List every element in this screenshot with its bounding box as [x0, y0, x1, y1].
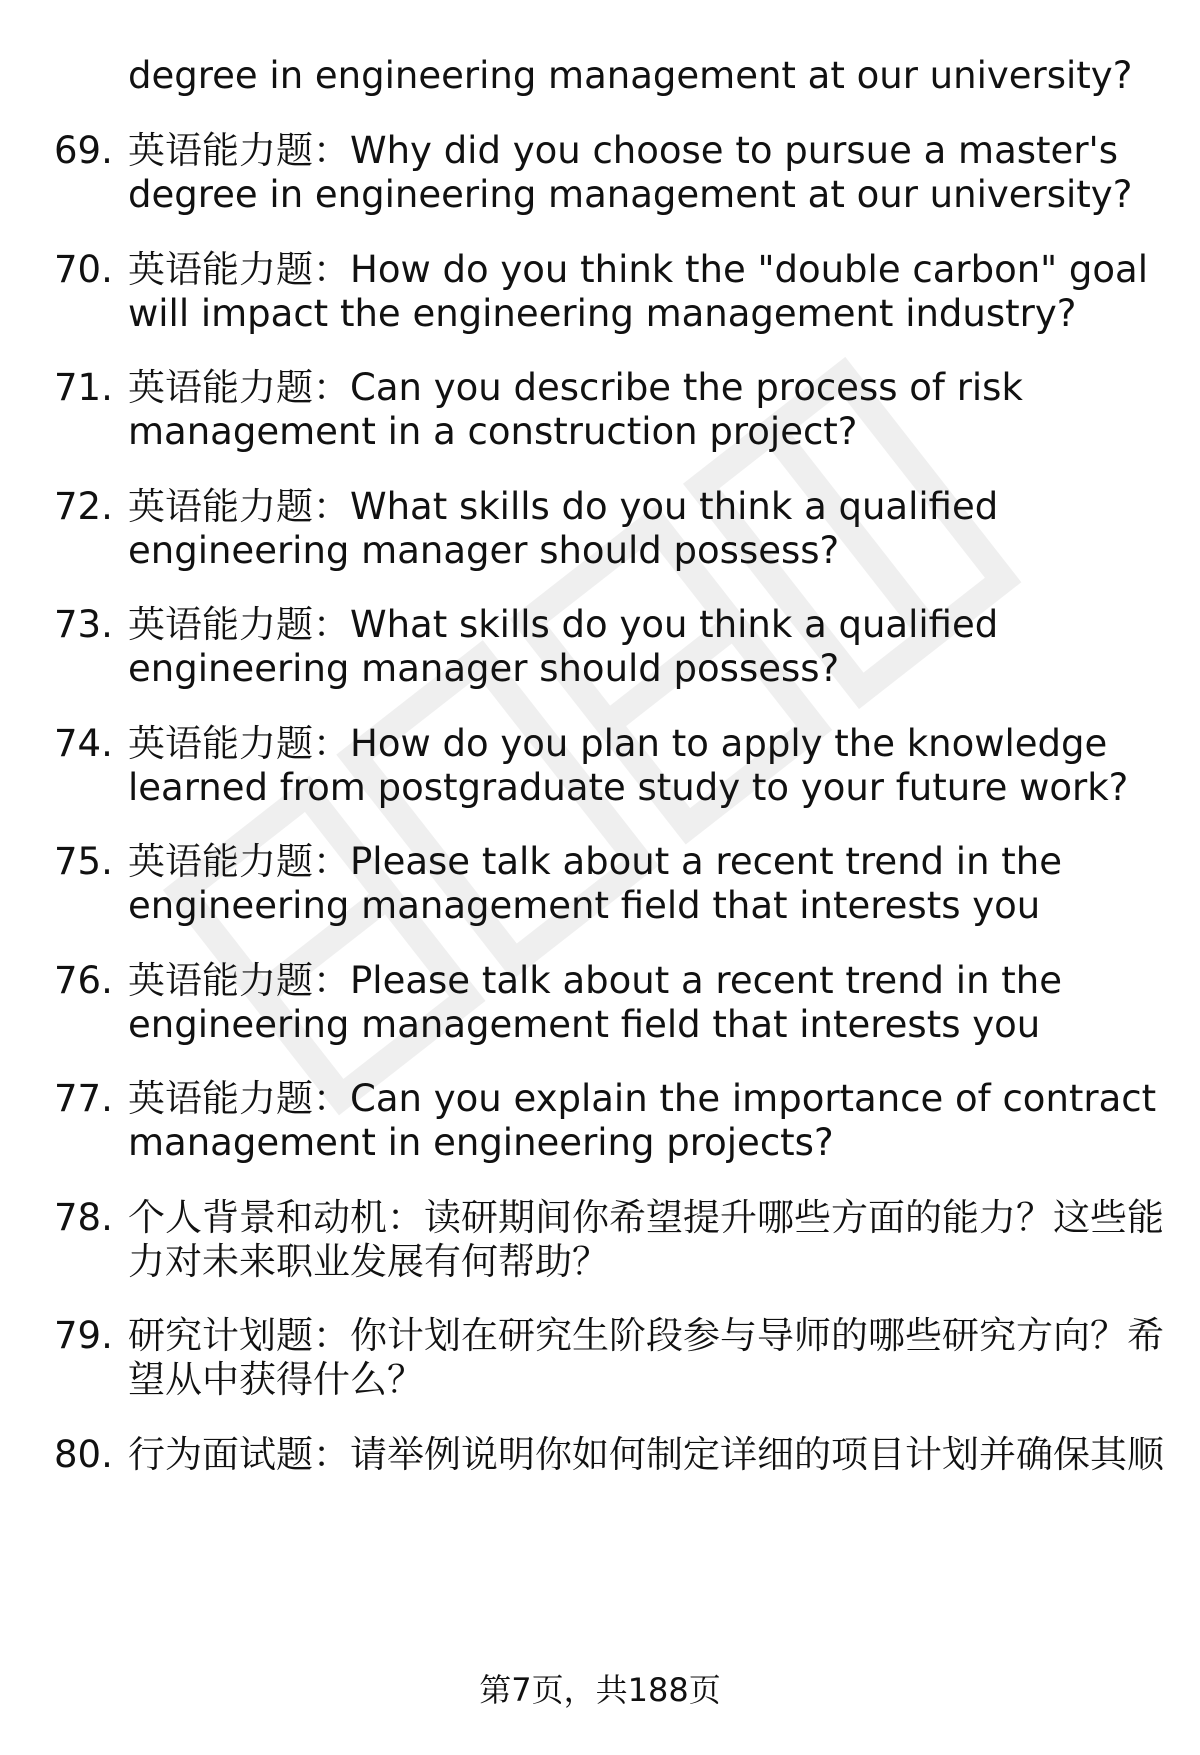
question-number: 79.: [54, 1314, 113, 1357]
question-text-line: degree in engineering management at our university?: [128, 173, 1133, 216]
question-text-line: 行为面试题：请举例说明你如何制定详细的项目计划并确保其顺: [128, 1433, 1164, 1476]
question-text-line: will impact the engineering management industry?: [128, 292, 1077, 335]
question-text-line: engineering management field that interests you: [128, 1003, 1041, 1046]
question-number: 74.: [54, 722, 113, 765]
continuation-line: degree in engineering management at our university?: [128, 54, 1133, 97]
question-number: 77.: [54, 1077, 113, 1120]
question-text-line: 英语能力题：How do you think the "double carbon" goal: [128, 248, 1149, 291]
question-number: 72.: [54, 485, 113, 528]
question-text-line: engineering manager should possess?: [128, 529, 840, 572]
page-footer: 第7页，共188页: [479, 1671, 721, 1709]
question-text-line: engineering management field that interests you: [128, 884, 1041, 927]
question-text-line: 英语能力题：Why did you choose to pursue a master's: [128, 129, 1118, 172]
question-text-line: 英语能力题：What skills do you think a qualified: [128, 603, 999, 646]
question-number: 73.: [54, 603, 113, 646]
question-text-line: 研究计划题：你计划在研究生阶段参与导师的哪些研究方向？希: [128, 1314, 1164, 1357]
question-text-line: 英语能力题：What skills do you think a qualified: [128, 485, 999, 528]
question-number: 78.: [54, 1196, 113, 1239]
question-text-line: management in a construction project?: [128, 410, 858, 453]
question-text-line: 望从中获得什么？: [128, 1358, 424, 1401]
question-text-line: 英语能力题：How do you plan to apply the knowledge: [128, 722, 1108, 765]
question-text-line: management in engineering projects?: [128, 1121, 834, 1164]
question-number: 70.: [54, 248, 113, 291]
question-text-line: 英语能力题：Please talk about a recent trend in the: [128, 840, 1062, 883]
question-text-line: 英语能力题：Can you describe the process of risk: [128, 366, 1023, 409]
question-number: 75.: [54, 840, 113, 883]
question-number: 80.: [54, 1433, 113, 1476]
question-text-line: engineering manager should possess?: [128, 647, 840, 690]
question-number: 71.: [54, 366, 113, 409]
question-number: 69.: [54, 129, 113, 172]
question-text-line: 力对未来职业发展有何帮助？: [128, 1240, 609, 1283]
question-text-line: 英语能力题：Can you explain the importance of contract: [128, 1077, 1157, 1120]
question-text-line: 英语能力题：Please talk about a recent trend in the: [128, 959, 1062, 1002]
question-number: 76.: [54, 959, 113, 1002]
question-text-line: learned from postgraduate study to your future work?: [128, 766, 1129, 809]
question-text-line: 个人背景和动机：读研期间你希望提升哪些方面的能力？这些能: [128, 1196, 1164, 1239]
